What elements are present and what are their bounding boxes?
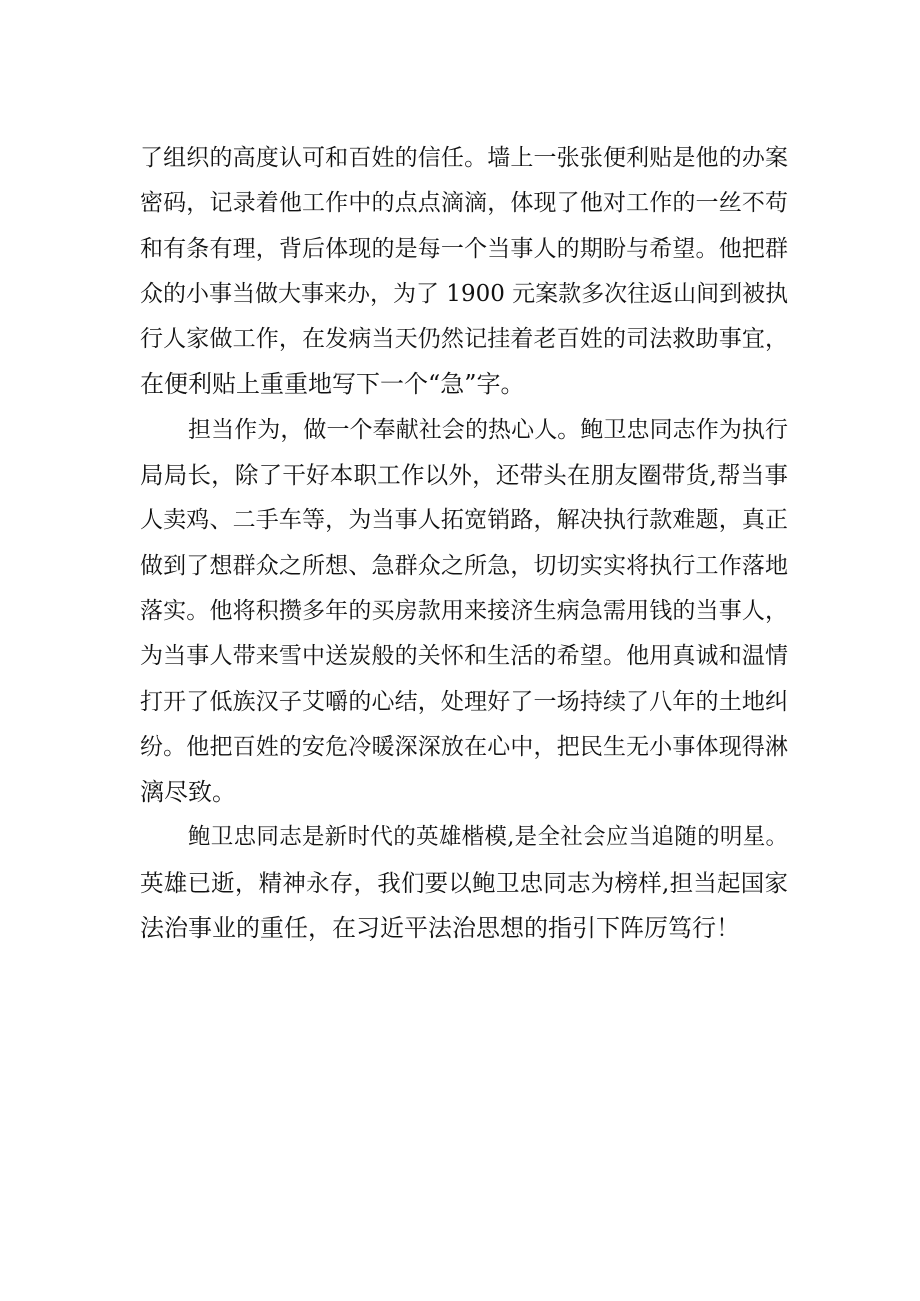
- text-line: 密码，记录着他工作中的点点滴滴，体现了他对工作的一丝不苟: [140, 190, 788, 217]
- text-line: 人卖鸡、二手车等，为当事人拓宽销路，解决执行款难题，真正: [140, 507, 788, 534]
- text-line: 和有条有理，背后体现的是每一个当事人的期盼与希望。他把群: [140, 235, 788, 262]
- text-line: 纷。他把百姓的安危冷暖深深放在心中，把民生无小事体现得淋: [140, 733, 788, 760]
- text-line: 众的小事当做大事来办，为了 1900 元案款多次往返山间到被执: [140, 280, 789, 307]
- paragraph-1: [140, 136, 788, 408]
- text-line: 行人家做工作，在发病当天仍然记挂着老百姓的司法救助事宜，: [140, 326, 788, 353]
- text-line: 打开了低族汉子艾嚼的心结，处理好了一场持续了八年的土地纠: [140, 688, 788, 715]
- document-body: [140, 136, 788, 951]
- text-line: 担当作为，做一个奉献社会的热心人。鲍卫忠同志作为执行: [188, 416, 788, 443]
- text-line: 漓尽致。: [140, 778, 236, 807]
- paragraph-3: [140, 815, 788, 951]
- text-line: 鲍卫忠同志是新时代的英雄楷模,是全社会应当追随的明星。: [188, 824, 788, 851]
- text-line: 在便利贴上重重地写下一个“急”字。: [140, 370, 525, 399]
- text-line: 法治事业的重任，在习近平法治思想的指引下阵厉笃行！: [140, 914, 740, 943]
- text-line: 了组织的高度认可和百姓的信任。墙上一张张便利贴是他的办案: [140, 145, 788, 171]
- text-line: 英雄已逝，精神永存，我们要以鲍卫忠同志为榜样,担当起国家: [140, 868, 788, 897]
- text-line: 做到了想群众之所想、急群众之所急，切切实实将执行工作落地: [140, 552, 788, 579]
- text-line: 为当事人带来雪中送炭般的关怀和生活的希望。他用真诚和温情: [140, 643, 788, 670]
- text-line: 落实。他将积攒多年的买房款用来接济生病急需用钱的当事人，: [140, 597, 788, 624]
- paragraph-2: [140, 408, 788, 816]
- text-line: 局局长，除了干好本职工作以外，还带头在朋友圈带货,帮当事: [140, 461, 788, 490]
